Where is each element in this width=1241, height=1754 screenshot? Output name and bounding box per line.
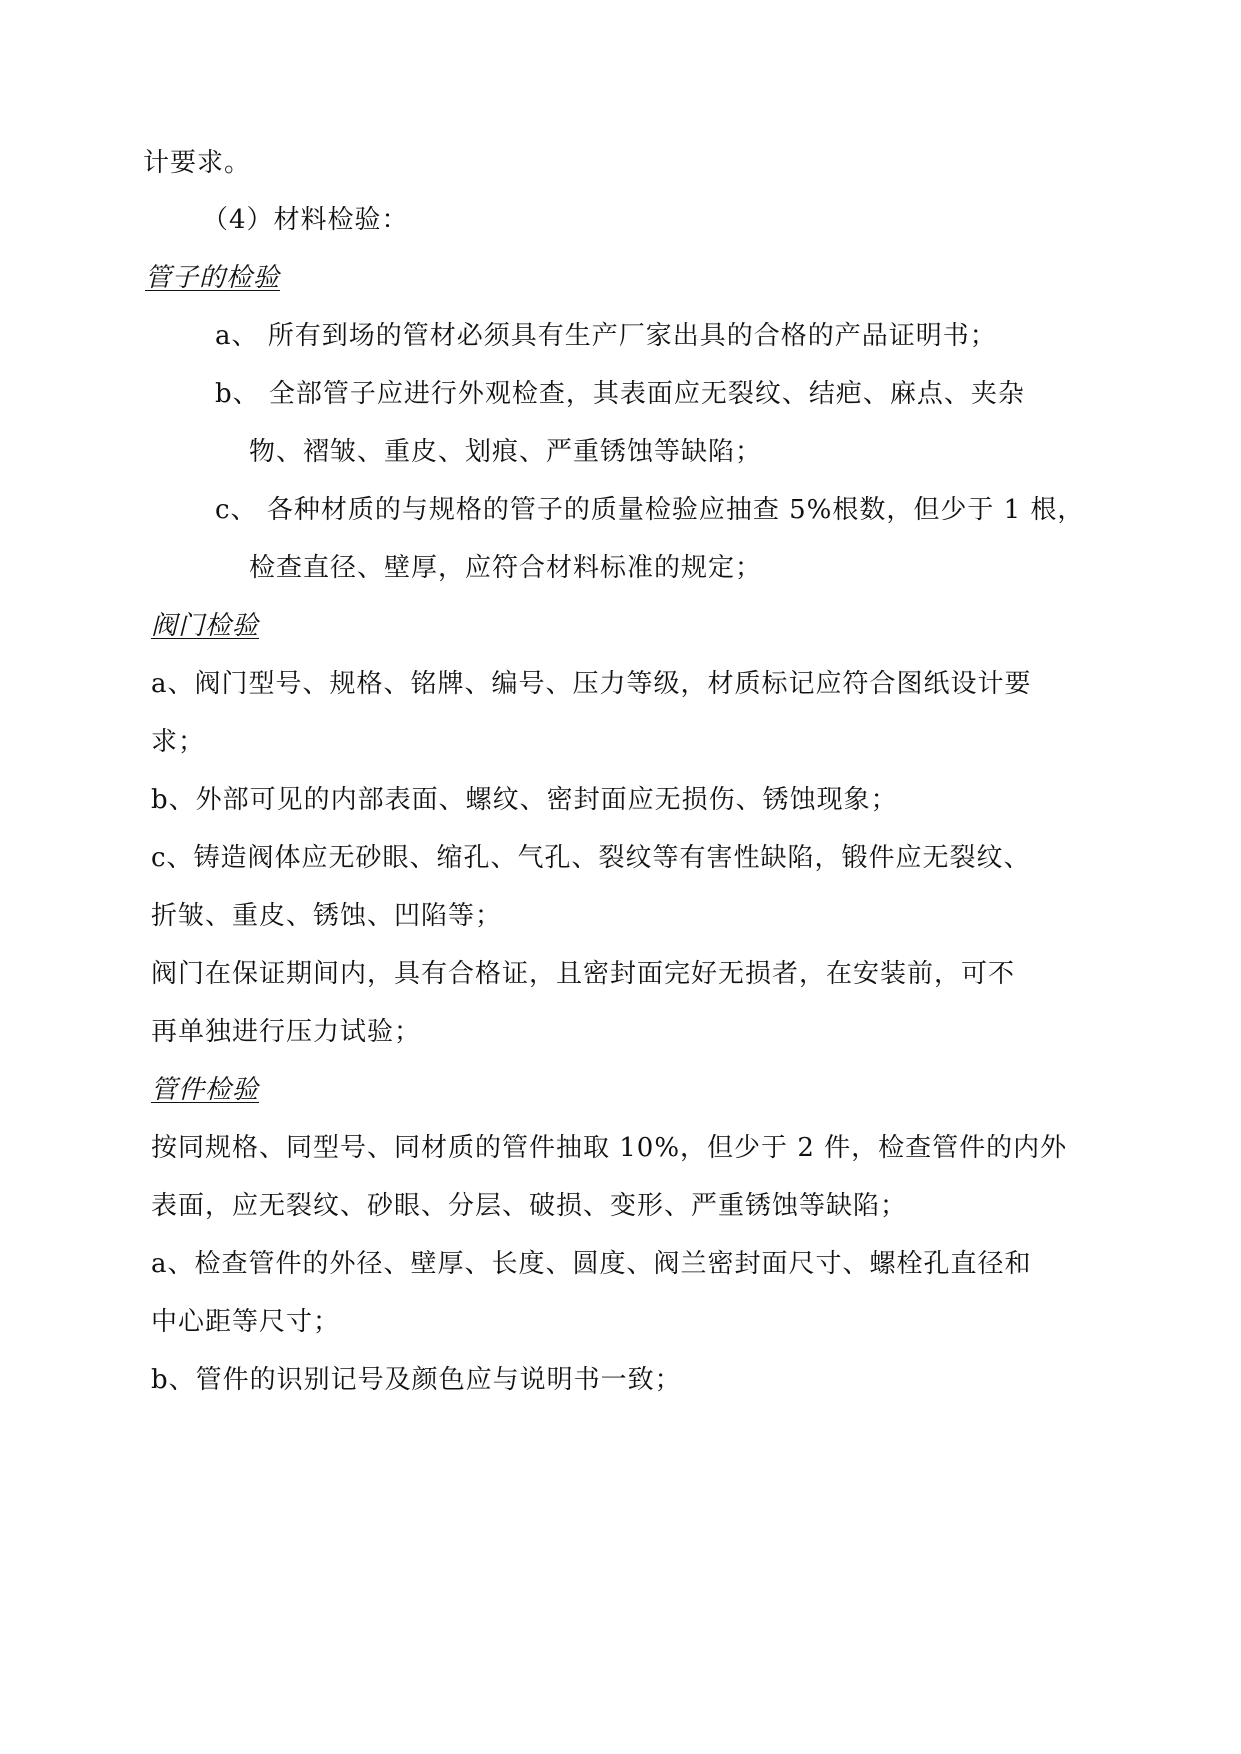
pipes-item-c-line2: 检查直径、壁厚，应符合材料标准的规定； [249,553,763,583]
pipes-item-c-line1: c、 各种材质的与规格的管子的质量检验应抽查 5%根数，但少于 1 根， [215,495,1085,525]
valves-item-a-line2: 求； [151,727,206,757]
pipes-heading: 管子的检验 [145,263,281,293]
fittings-item-a-line1: a、检查管件的外径、壁厚、长度、圆度、阀兰密封面尺寸、螺栓孔直径和 [151,1249,1032,1279]
fittings-intro-line2: 表面，应无裂纹、砂眼、分层、破损、变形、严重锈蚀等缺陷； [151,1191,908,1221]
fittings-item-b: b、管件的识别记号及颜色应与说明书一致； [151,1365,682,1395]
valves-item-a-line1: a、阀门型号、规格、铭牌、编号、压力等级，材质标记应符合图纸设计要 [151,669,1032,699]
valves-item-c-line1: c、铸造阀体应无砂眼、缩孔、气孔、裂纹等有害性缺陷，锻件应无裂纹、 [151,843,1031,873]
valves-item-c-line2: 折皱、重皮、锈蚀、凹陷等； [151,901,503,931]
valves-note-line2: 再单独进行压力试验； [151,1017,422,1047]
pipes-item-a: a、 所有到场的管材必须具有生产厂家出具的合格的产品证明书； [215,321,997,351]
section-title: （4）材料检验： [202,205,409,235]
fittings-item-a-line2: 中心距等尺寸； [151,1307,341,1337]
fittings-heading: 管件检验 [151,1075,260,1105]
paragraph-continuation: 计要求。 [143,148,252,178]
valves-heading: 阀门检验 [151,611,260,641]
fittings-intro-line1: 按同规格、同型号、同材质的管件抽取 10%，但少于 2 件，检查管件的内外 [151,1133,1068,1163]
pipes-item-b-line2: 物、褶皱、重皮、划痕、严重锈蚀等缺陷； [249,437,763,467]
pipes-item-b-line1: b、 全部管子应进行外观检查，其表面应无裂纹、结疤、麻点、夹杂 [215,379,1025,409]
valves-item-b: b、外部可见的内部表面、螺纹、密封面应无损伤、锈蚀现象； [151,785,898,815]
valves-note-line1: 阀门在保证期间内，具有合格证，且密封面完好无损者，在安装前，可不 [151,959,1016,989]
